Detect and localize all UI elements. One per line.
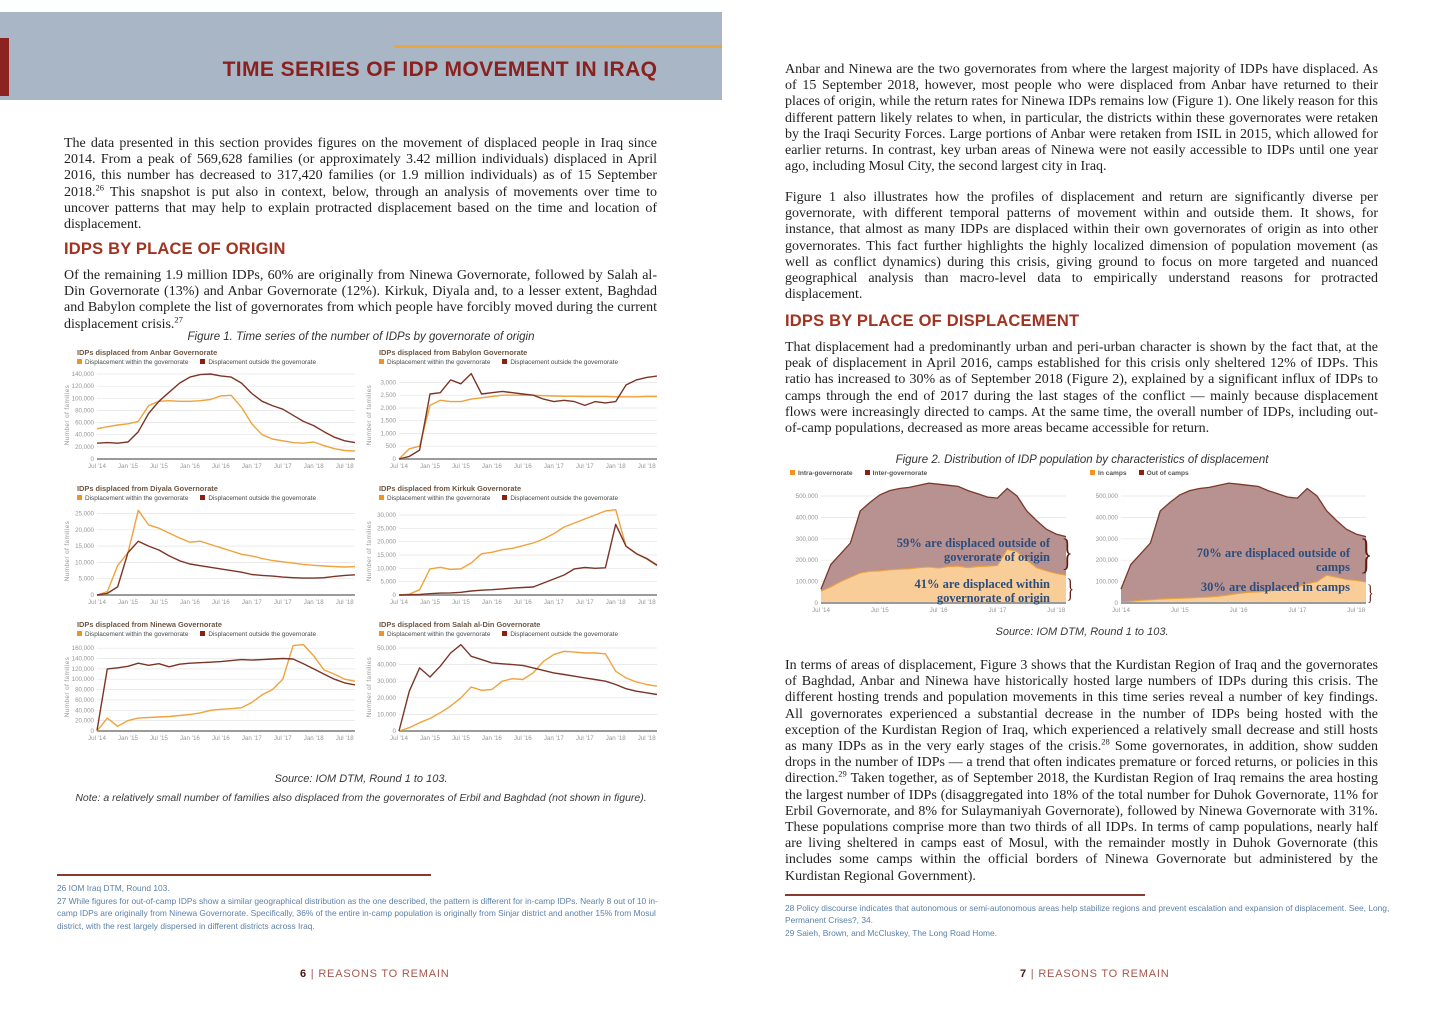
svg-text:200,000: 200,000 [795, 557, 818, 565]
svg-text:120,000: 120,000 [71, 383, 94, 391]
brace-within-governorate [1066, 576, 1074, 602]
legend-swatch-icon [77, 495, 82, 500]
footnote-28: 28 Policy discourse indicates that autonomous or semi-autonomous areas help stabilize regions and prevent escalation and expansion of displacement. See, Long, Permanent Crises?, 34. [785, 903, 1390, 926]
svg-text:20,000: 20,000 [377, 694, 396, 702]
page-title: TIME SERIES OF IDP MOVEMENT IN IRAQ [222, 58, 658, 81]
svg-text:40,000: 40,000 [75, 707, 94, 715]
footnote-27: 27 While figures for out-of-camp IDPs show a similar geographical distribution as the one described, the pattern is different for in-camp IDPs. Nearly 8 out of 10 in-camp IDPs are originally from Ninewa Governorate. Specifically, 36% of the entire in-camp population is originally from Sinjar district and another 15% from Mosul district, with the rest largely dispersed in different districts across Iraq. [57, 896, 658, 931]
svg-text:0: 0 [392, 592, 396, 599]
legend-swatch-icon [502, 631, 507, 636]
svg-text:5,000: 5,000 [380, 578, 396, 586]
legend-item: Displacement within the governorate [77, 631, 188, 638]
svg-text:Jan ’15: Jan ’15 [420, 599, 440, 606]
svg-text:Jul ’17: Jul ’17 [1288, 607, 1307, 614]
legend-item: Out of camps [1139, 470, 1189, 477]
chart-title: IDPs displaced from Babylon Governorate [379, 348, 528, 357]
title-banner [0, 12, 722, 100]
chart-plot [362, 638, 662, 744]
svg-text:500,000: 500,000 [1095, 493, 1118, 500]
svg-text:Jan ’17: Jan ’17 [241, 735, 262, 742]
page-footer-right [1020, 968, 1169, 980]
svg-text:Jul ’18: Jul ’18 [1347, 607, 1366, 614]
svg-text:Jan ’15: Jan ’15 [118, 599, 138, 606]
svg-text:Jul ’15: Jul ’15 [451, 463, 470, 470]
legend-swatch-icon [77, 359, 82, 364]
legend-item: Displacement outside the governorate [200, 631, 316, 638]
svg-text:40,000: 40,000 [377, 661, 396, 669]
svg-text:400,000: 400,000 [1095, 514, 1118, 522]
svg-text:Jul ’18: Jul ’18 [1047, 607, 1066, 614]
chart-plot [362, 366, 662, 472]
svg-text:2,500: 2,500 [380, 392, 396, 400]
svg-text:50,000: 50,000 [377, 645, 396, 652]
legend-item: Displacement within the governorate [77, 359, 188, 366]
legend-item: Displacement outside the governorate [502, 359, 618, 366]
svg-text:1,500: 1,500 [380, 417, 396, 425]
svg-text:Jul ’17: Jul ’17 [575, 735, 594, 742]
svg-text:0: 0 [90, 592, 94, 599]
svg-text:Jul ’17: Jul ’17 [273, 463, 292, 470]
svg-text:Number of families: Number of families [64, 656, 71, 718]
svg-text:Jul ’18: Jul ’18 [637, 463, 656, 470]
svg-text:100,000: 100,000 [71, 676, 94, 684]
svg-text:Jan ’18: Jan ’18 [605, 735, 626, 742]
chart-plot [362, 502, 662, 608]
chart-plot [60, 502, 360, 608]
displacement-paragraph-4 [785, 658, 1378, 885]
svg-text:Number of families: Number of families [366, 384, 373, 446]
svg-text:300,000: 300,000 [1095, 535, 1118, 543]
svg-text:Jan ’15: Jan ’15 [118, 463, 138, 470]
svg-text:1,000: 1,000 [380, 430, 396, 438]
svg-text:0: 0 [392, 728, 396, 735]
banner-accent-tab [0, 38, 9, 96]
svg-text:500: 500 [385, 443, 396, 451]
series-line-within [97, 645, 355, 731]
chart-legend [60, 495, 360, 502]
legend-swatch-icon [502, 359, 507, 364]
svg-text:120,000: 120,000 [71, 665, 94, 673]
svg-text:Jul ’16: Jul ’16 [513, 463, 532, 470]
svg-text:0: 0 [90, 456, 94, 463]
legend-item: Intra-governorate [790, 470, 853, 477]
series-line-within [399, 510, 657, 595]
svg-text:Jul ’17: Jul ’17 [575, 463, 594, 470]
origin-text: Of the remaining 1.9 million IDPs, 60% are originally from Ninewa Governorate, followed by Salah al-Din Governorate (13%) and Anbar Governorate (12%). Kirkuk, Diyala and, to a lesser extent, Baghdad and Babylon complete the list of governorates from which people have forcibly moved during the current displacement crisis. [64, 268, 657, 332]
svg-text:10,000: 10,000 [377, 565, 396, 573]
chart-ninewa [60, 620, 360, 754]
para4-text-c: Taken together, as of September 2018, the Kurdistan Region of Iraq remains the area hosting the largest number of IDPs (disaggregated into 18% of the total number for Duhok Governorate, 11% for Erbil Governorate, and 8% for Sulaymaniyah Governorate), followed by Ninewa Governorate with 31%. These populations comprise more than two thirds of all IDPs. In terms of camp populations, nearly half are living sheltered in camps east of Mosul, with the remainder mostly in Duhok Governorate (this includes some camps within the official borders of Ninewa Governorate but administered by the Kurdistan Regional Government). [785, 771, 1378, 884]
legend-item: Displacement outside the governorate [502, 631, 618, 638]
chart-title: IDPs displaced from Kirkuk Governorate [379, 484, 522, 493]
svg-text:Jan ’17: Jan ’17 [241, 599, 262, 606]
svg-text:Number of families: Number of families [366, 656, 373, 718]
chart-legend [362, 495, 662, 502]
brace-in-camps [1367, 582, 1374, 604]
svg-text:Jan ’17: Jan ’17 [543, 735, 564, 742]
svg-text:Jul ’18: Jul ’18 [637, 599, 656, 606]
legend-swatch-icon [379, 631, 384, 636]
figure1-note: Note: a relatively small number of families also displaced from the governorates of Erbil and Baghdad (not shown in figure). [75, 792, 647, 804]
svg-text:Jul ’16: Jul ’16 [211, 463, 230, 470]
legend-item: Inter-governorate [865, 470, 928, 477]
annotation-within-governorate: 41% are displaced within governorate of origin [914, 577, 1050, 605]
legend-item: Displacement outside the governorate [502, 495, 618, 502]
legend-item: Displacement outside the governorate [200, 495, 316, 502]
para4-text-b: Some governorates, in addition, show sudden drops in the number of IDPs — a trend that often indicates premature or forced returns, or policies in this direction. [785, 739, 1378, 787]
figure1-caption: Figure 1. Time series of the number of IDPs by governorate of origin [187, 331, 535, 343]
svg-text:200,000: 200,000 [1095, 557, 1118, 565]
svg-text:5,000: 5,000 [78, 575, 94, 583]
legend-swatch-icon [200, 631, 205, 636]
svg-text:3,000: 3,000 [380, 379, 396, 387]
svg-text:100,000: 100,000 [795, 578, 818, 586]
svg-text:Jul ’16: Jul ’16 [211, 599, 230, 606]
series-line-outside [97, 659, 355, 731]
section-heading-origin: IDPS BY PLACE OF ORIGIN [64, 240, 286, 258]
svg-text:Jul ’15: Jul ’15 [1170, 607, 1189, 614]
section-heading-displacement: IDPS BY PLACE OF DISPLACEMENT [785, 312, 1080, 330]
svg-text:Jan ’16: Jan ’16 [179, 463, 200, 470]
legend-swatch-icon [379, 495, 384, 500]
annotation-outside-governorate: 59% are displaced outside of goverorate of origin [896, 536, 1050, 564]
legend-swatch-icon [1139, 470, 1144, 475]
svg-text:140,000: 140,000 [71, 371, 94, 378]
chart-title: IDPs displaced from Diyala Governorate [77, 484, 218, 493]
svg-text:Jul ’14: Jul ’14 [88, 463, 106, 470]
brace-outside-governorate [1061, 534, 1072, 572]
banner-accent-line [394, 45, 722, 48]
series-line-within [399, 651, 657, 731]
svg-text:20,000: 20,000 [75, 443, 94, 451]
svg-text:Jan ’18: Jan ’18 [605, 463, 626, 470]
footnote-ref-28: 28 [1101, 736, 1110, 747]
chart-plot [60, 638, 360, 744]
chart-babylon [362, 348, 662, 482]
svg-text:20,000: 20,000 [75, 717, 94, 725]
svg-text:0: 0 [814, 600, 818, 607]
chart-legend [1085, 470, 1380, 477]
footer-separator: | [1030, 968, 1035, 980]
svg-text:Jan ’18: Jan ’18 [605, 599, 626, 606]
legend-item: In camps [1090, 470, 1127, 477]
svg-text:20,000: 20,000 [377, 538, 396, 546]
svg-text:Jul ’18: Jul ’18 [335, 463, 354, 470]
svg-text:Jan ’18: Jan ’18 [303, 735, 324, 742]
para4-text-a: In terms of areas of displacement, Figure 3 shows that the Kurdistan Region of Iraq and the governorates of Baghdad, Anbar and Ninewa have historically hosted large numbers of IDPs during this crisis. The different hosting trends and population movements in this time series reveal a number of key findings. All governorates experienced a substantial decrease in the number of IDPs being hosted with the exception of the Kurdistan Region of Iraq, which experienced a relatively small decrease and still hosts as many IDPs as in the very early stages of the crisis. [785, 658, 1378, 755]
svg-text:Jan ’17: Jan ’17 [543, 599, 564, 606]
intro-text-b: This snapshot is put also in context, below, through an analysis of movements over time to uncover patterns that may help to explain protracted displacement based on the time and location of displacement. [64, 184, 657, 233]
svg-text:Jan ’18: Jan ’18 [303, 463, 324, 470]
svg-text:10,000: 10,000 [75, 559, 94, 567]
series-line-outside [97, 374, 355, 443]
series-line-outside [399, 645, 657, 731]
chart-title: IDPs displaced from Salah al-Din Governorate [379, 620, 541, 629]
legend-item: Displacement within the governorate [379, 359, 490, 366]
intro-text-a: The data presented in this section provides figures on the movement of displaced people in Iraq since 2014. From a peak of 569,628 families (or approximately 3.42 million individuals) displaced in April 2016, this number has decreased to 317,420 families (or 1.9 million individuals) as of 15 September 2018. [64, 136, 657, 200]
svg-text:80,000: 80,000 [75, 686, 94, 694]
svg-text:Number of families: Number of families [64, 520, 71, 582]
displacement-paragraph-1: Anbar and Ninewa are the two governorates from where the largest majority of IDPs have displaced. As of 15 September 2018, however, most people who were displaced from Anbar have returned to their places of origin, while the return rates for Ninewa IDPs remains low (Figure 1). One likely reason for this different pattern likely relates to when, in particular, the districts within these governorates were retaken by the Iraqi Security Forces. Large portions of Anbar were retaken from ISIL in 2015, which allowed for earlier returns. In contrast, key urban areas of Ninewa were not easily accessible to IDPs until one year ago, including Mosul City, the second largest city in Iraq. [785, 62, 1378, 175]
svg-text:Number of families: Number of families [64, 384, 71, 446]
svg-text:Jul ’15: Jul ’15 [870, 607, 889, 614]
svg-text:Jul ’18: Jul ’18 [637, 735, 656, 742]
svg-text:2,000: 2,000 [380, 405, 396, 412]
svg-text:Jul ’17: Jul ’17 [988, 607, 1007, 614]
svg-text:Jan ’15: Jan ’15 [420, 463, 440, 470]
svg-text:Jul ’16: Jul ’16 [513, 735, 532, 742]
svg-text:100,000: 100,000 [71, 395, 94, 403]
svg-text:Jul ’15: Jul ’15 [149, 735, 168, 742]
svg-text:Jan ’15: Jan ’15 [420, 735, 440, 742]
legend-swatch-icon [502, 495, 507, 500]
svg-text:0: 0 [392, 456, 396, 463]
svg-text:Jul ’15: Jul ’15 [451, 735, 470, 742]
footnote-ref-29: 29 [838, 768, 847, 779]
svg-text:60,000: 60,000 [75, 696, 94, 704]
svg-text:Jul ’18: Jul ’18 [335, 599, 354, 606]
svg-text:400,000: 400,000 [795, 514, 818, 522]
series-line-within [97, 510, 355, 595]
legend-swatch-icon [77, 631, 82, 636]
chart-kirkuk [362, 484, 662, 618]
svg-text:Jul ’16: Jul ’16 [1229, 607, 1248, 614]
legend-item: Displacement within the governorate [379, 631, 490, 638]
page-number: 6 [300, 968, 307, 980]
intro-paragraph [64, 136, 657, 233]
svg-text:160,000: 160,000 [71, 645, 94, 653]
chart-legend [60, 359, 360, 366]
page-number: 7 [1020, 968, 1027, 980]
svg-text:Jul ’16: Jul ’16 [211, 735, 230, 742]
figure2-source: Source: IOM DTM, Round 1 to 103. [995, 626, 1169, 638]
series-line-outside [399, 524, 657, 595]
svg-text:0: 0 [1114, 600, 1118, 607]
svg-text:30,000: 30,000 [377, 678, 396, 686]
svg-text:15,000: 15,000 [75, 543, 94, 551]
chart-plot [60, 366, 360, 472]
svg-text:Jul ’15: Jul ’15 [149, 463, 168, 470]
footnote-29: 29 Saieh, Brown, and McCluskey, The Long Road Home. [785, 928, 997, 939]
legend-swatch-icon [200, 495, 205, 500]
svg-text:Jul ’15: Jul ’15 [451, 599, 470, 606]
svg-text:Jul ’18: Jul ’18 [335, 735, 354, 742]
svg-text:Jan ’17: Jan ’17 [241, 463, 262, 470]
svg-text:Jan ’16: Jan ’16 [481, 463, 502, 470]
svg-text:Number of families: Number of families [366, 520, 373, 582]
svg-text:Jan ’16: Jan ’16 [179, 599, 200, 606]
legend-item: Displacement within the governorate [379, 495, 490, 502]
svg-text:Jul ’17: Jul ’17 [273, 599, 292, 606]
svg-text:60,000: 60,000 [75, 419, 94, 427]
svg-text:Jul ’14: Jul ’14 [88, 735, 106, 742]
svg-text:30,000: 30,000 [377, 512, 396, 519]
footnote-separator-left [57, 874, 431, 876]
displacement-paragraph-3: That displacement had a predominantly urban and peri-urban character is shown by the fact that, at the peak of displacement in April 2016, camps established for this crisis only sheltered 12% of IDPs. This ratio has increased to 30% as of September 2018 (Figure 2), explained by a significant influx of IDPs to camps through the end of 2017 during the last stages of the conflict — mainly because displacement flows were increasingly directed to camps. At the same time, the overall number of IDPs, including out-of-camp populations, decreased as more areas became accessible for return. [785, 340, 1378, 437]
svg-text:Jul ’14: Jul ’14 [390, 463, 408, 470]
svg-text:140,000: 140,000 [71, 655, 94, 663]
chart-legend [785, 470, 1080, 477]
svg-text:Jul ’17: Jul ’17 [273, 735, 292, 742]
svg-text:20,000: 20,000 [75, 526, 94, 534]
svg-text:40,000: 40,000 [75, 431, 94, 439]
footnotes-right [785, 902, 1405, 941]
svg-text:Jan ’15: Jan ’15 [118, 735, 138, 742]
svg-text:Jan ’17: Jan ’17 [543, 463, 564, 470]
chart-legend [60, 631, 360, 638]
chart-title: IDPs displaced from Ninewa Governorate [77, 620, 222, 629]
figure1-source: Source: IOM DTM, Round 1 to 103. [274, 773, 448, 785]
svg-text:10,000: 10,000 [377, 711, 396, 719]
chart-in-out-camps [1085, 470, 1380, 622]
svg-text:Jul ’16: Jul ’16 [513, 599, 532, 606]
chart-title: IDPs displaced from Anbar Governorate [77, 348, 218, 357]
svg-text:Jul ’15: Jul ’15 [149, 599, 168, 606]
svg-text:Jul ’14: Jul ’14 [812, 607, 830, 614]
chart-legend [362, 359, 662, 366]
svg-text:Jan ’16: Jan ’16 [179, 735, 200, 742]
svg-text:300,000: 300,000 [795, 535, 818, 543]
footer-label: REASONS TO REMAIN [1038, 968, 1170, 980]
annotation-in-camps: 30% are displaced in camps [1200, 580, 1350, 594]
svg-text:Jan ’16: Jan ’16 [481, 735, 502, 742]
series-line-within [97, 395, 355, 451]
svg-text:500,000: 500,000 [795, 493, 818, 500]
svg-text:Jul ’14: Jul ’14 [1112, 607, 1130, 614]
footer-separator: | [310, 968, 315, 980]
svg-text:Jul ’17: Jul ’17 [575, 599, 594, 606]
legend-item: Displacement outside the governorate [200, 359, 316, 366]
chart-diyala [60, 484, 360, 618]
displacement-paragraph-2: Figure 1 also illustrates how the profiles of displacement and return are significantly diverse per governorate, with different temporal patterns of movement within and outside them. It shows, for instance, that almost as many IDPs are displaced within their own governorates of origin as into other governorates. This fact further highlights the highly localized dimension of population movement (as well as conflict dynamics) during this crisis, giving ground to focus on more targeted and nuanced geographical analysis than macro-level data to empirically understand reasons for protracted displacement. [785, 190, 1378, 303]
legend-item: Displacement within the governorate [77, 495, 188, 502]
chart-anbar [60, 348, 360, 482]
chart-legend [362, 631, 662, 638]
svg-text:15,000: 15,000 [377, 552, 396, 559]
svg-text:100,000: 100,000 [1095, 578, 1118, 586]
svg-text:Jan ’16: Jan ’16 [481, 599, 502, 606]
footnote-26: 26 IOM Iraq DTM, Round 103. [57, 883, 170, 893]
svg-text:Jul ’14: Jul ’14 [390, 735, 408, 742]
legend-swatch-icon [200, 359, 205, 364]
svg-text:Jul ’16: Jul ’16 [929, 607, 948, 614]
footnote-ref-27: 27 [174, 313, 183, 324]
page-footer-left [300, 968, 449, 980]
chart-intra-inter-governorate [785, 470, 1080, 622]
svg-text:Jul ’14: Jul ’14 [88, 599, 106, 606]
footnote-separator-right [785, 894, 1145, 896]
footnotes-left [57, 882, 663, 933]
annotation-outside-camps: 70% are displaced outside of camps [1196, 546, 1350, 574]
legend-swatch-icon [1090, 470, 1095, 475]
legend-swatch-icon [790, 470, 795, 475]
brace-outside-camps [1360, 534, 1373, 576]
figure2-caption: Figure 2. Distribution of IDP population by characteristics of displacement [895, 454, 1269, 466]
footnote-ref-26: 26 [95, 181, 104, 192]
svg-text:0: 0 [90, 728, 94, 735]
svg-text:25,000: 25,000 [377, 525, 396, 533]
legend-swatch-icon [865, 470, 870, 475]
svg-text:Jan ’18: Jan ’18 [303, 599, 324, 606]
origin-paragraph [64, 268, 657, 333]
svg-text:25,000: 25,000 [75, 510, 94, 518]
series-line-within [399, 395, 657, 459]
legend-swatch-icon [379, 359, 384, 364]
footer-label: REASONS TO REMAIN [318, 968, 450, 980]
chart-salah-al-din [362, 620, 662, 754]
svg-text:80,000: 80,000 [75, 407, 94, 415]
svg-text:Jul ’14: Jul ’14 [390, 599, 408, 606]
